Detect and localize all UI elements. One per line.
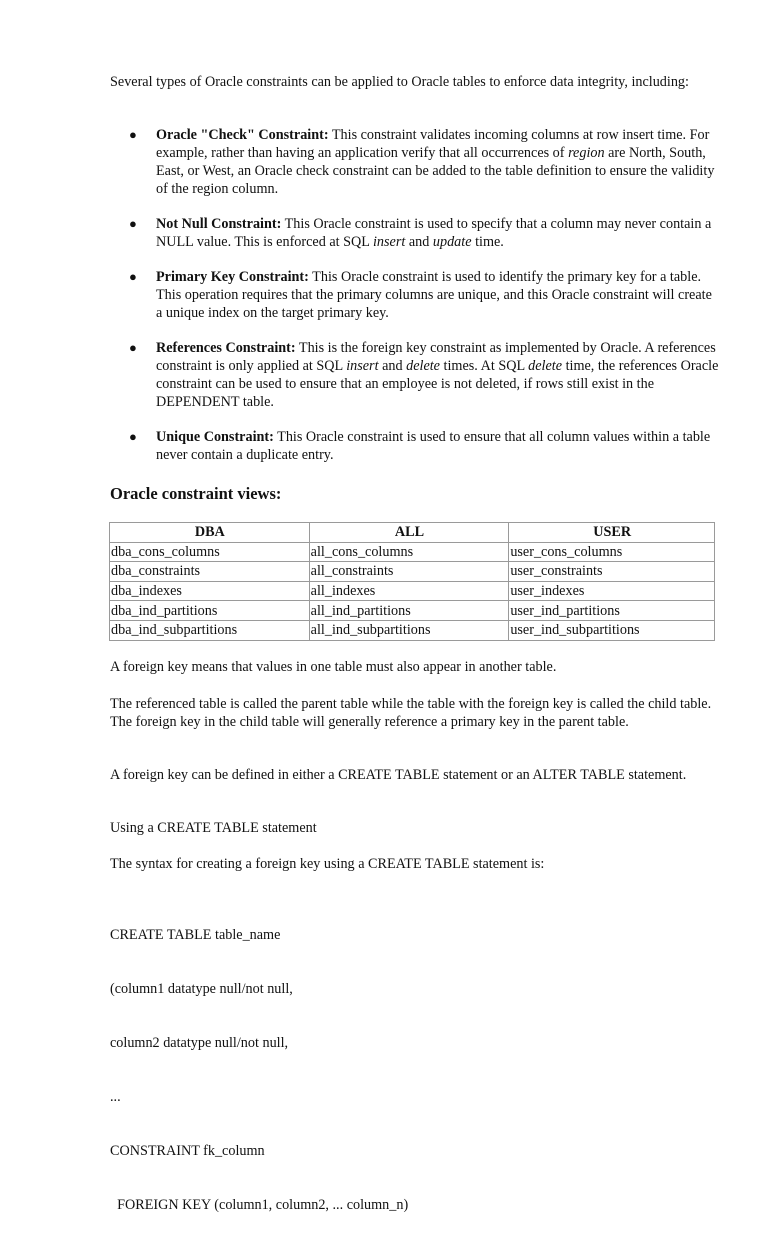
constraint-list	[110, 126, 720, 481]
table-cell: dba_cons_columns	[110, 542, 310, 562]
column-header-user: USER	[509, 523, 715, 543]
table-row	[110, 542, 715, 562]
bullet-icon: ●	[129, 429, 137, 444]
constraint-name: Unique Constraint:	[156, 429, 274, 445]
bullet-icon: ●	[129, 127, 137, 142]
table-cell: dba_ind_partitions	[110, 601, 310, 621]
table-cell: all_ind_partitions	[309, 601, 509, 621]
table-cell: dba_constraints	[110, 562, 310, 582]
constraint-name: Primary Key Constraint:	[156, 269, 309, 285]
table-row	[110, 620, 715, 640]
table-cell: all_ind_subpartitions	[309, 620, 509, 640]
views-heading: Oracle constraint views:	[110, 484, 282, 503]
table-row	[110, 581, 715, 601]
table-cell: user_ind_partitions	[509, 601, 715, 621]
bullet-icon: ●	[129, 216, 137, 231]
foreign-key-definition: A foreign key means that values in one table must also appear in another table.	[110, 659, 557, 675]
table-row	[110, 601, 715, 621]
constraint-name: Not Null Constraint:	[156, 216, 282, 232]
constraint-item-references: ● References Constraint: This is the foreign key constraint as implemented by Oracle. A references constraint is only applied at SQL insert and delete times. At SQL delete time, the references Oracle constraint can be used to ensure that an employee is not deleted, if rows still exist in the DEPENDENT table.	[129, 340, 719, 410]
parent-child-paragraph: The referenced table is called the parent table while the table with the foreign key is called the child table. The foreign key in the child table will generally reference a primary key in the parent table.	[110, 696, 712, 730]
table-cell: user_constraints	[509, 562, 715, 582]
table-row	[110, 562, 715, 582]
code-line: FOREIGN KEY (column1, column2, ... column_n)	[110, 1197, 409, 1213]
table-cell: user_indexes	[509, 581, 715, 601]
table-cell: user_ind_subpartitions	[509, 620, 715, 640]
constraint-name: References Constraint:	[156, 340, 296, 356]
bullet-icon: ●	[129, 269, 137, 284]
table-cell: all_cons_columns	[309, 542, 509, 562]
table-header-row	[110, 523, 715, 543]
code-line: ...	[110, 1089, 121, 1105]
column-header-all: ALL	[309, 523, 509, 543]
create-alter-paragraph: A foreign key can be defined in either a CREATE TABLE statement or an ALTER TABLE statement.	[110, 767, 687, 783]
code-line: CREATE TABLE table_name	[110, 927, 281, 943]
bullet-icon: ●	[129, 340, 137, 355]
constraint-name: Oracle "Check" Constraint:	[156, 127, 329, 143]
column-header-dba: DBA	[110, 523, 310, 543]
table-cell: all_constraints	[309, 562, 509, 582]
constraint-views-table	[109, 522, 715, 641]
table-cell: user_cons_columns	[509, 542, 715, 562]
intro-paragraph: Several types of Oracle constraints can be applied to Oracle tables to enforce data integrity, including:	[110, 74, 689, 90]
code-line: CONSTRAINT fk_column	[110, 1143, 265, 1159]
create-table-syntax	[110, 890, 408, 1250]
table-cell: dba_indexes	[110, 581, 310, 601]
constraint-item-not-null: ● Not Null Constraint: This Oracle constraint is used to specify that a column may never contain a NULL value. This is enforced at SQL insert and update time.	[129, 216, 712, 250]
constraint-item-primary-key: ● Primary Key Constraint: This Oracle constraint is used to identify the primary key for a table. This operation requires that the primary columns are unique, and this Oracle constraint will create a unique index on the target primary key.	[129, 269, 712, 321]
constraint-item-unique: ● Unique Constraint: This Oracle constraint is used to ensure that all column values within a table never contain a duplicate entry.	[129, 429, 711, 463]
code-line: column2 datatype null/not null,	[110, 1035, 289, 1051]
table-cell: dba_ind_subpartitions	[110, 620, 310, 640]
code-line: (column1 datatype null/not null,	[110, 981, 293, 997]
create-table-subheading: Using a CREATE TABLE statement	[110, 820, 317, 836]
constraint-item-check: ● Oracle "Check" Constraint: This constraint validates incoming columns at row insert time. For example, rather than having an application verify that all occurrences of region are North, South, East, or West, an Oracle check constraint can be added to the table definition to ensure the validity of the region column.	[129, 127, 715, 197]
table-cell: all_indexes	[309, 581, 509, 601]
syntax-intro: The syntax for creating a foreign key using a CREATE TABLE statement is:	[110, 856, 545, 872]
